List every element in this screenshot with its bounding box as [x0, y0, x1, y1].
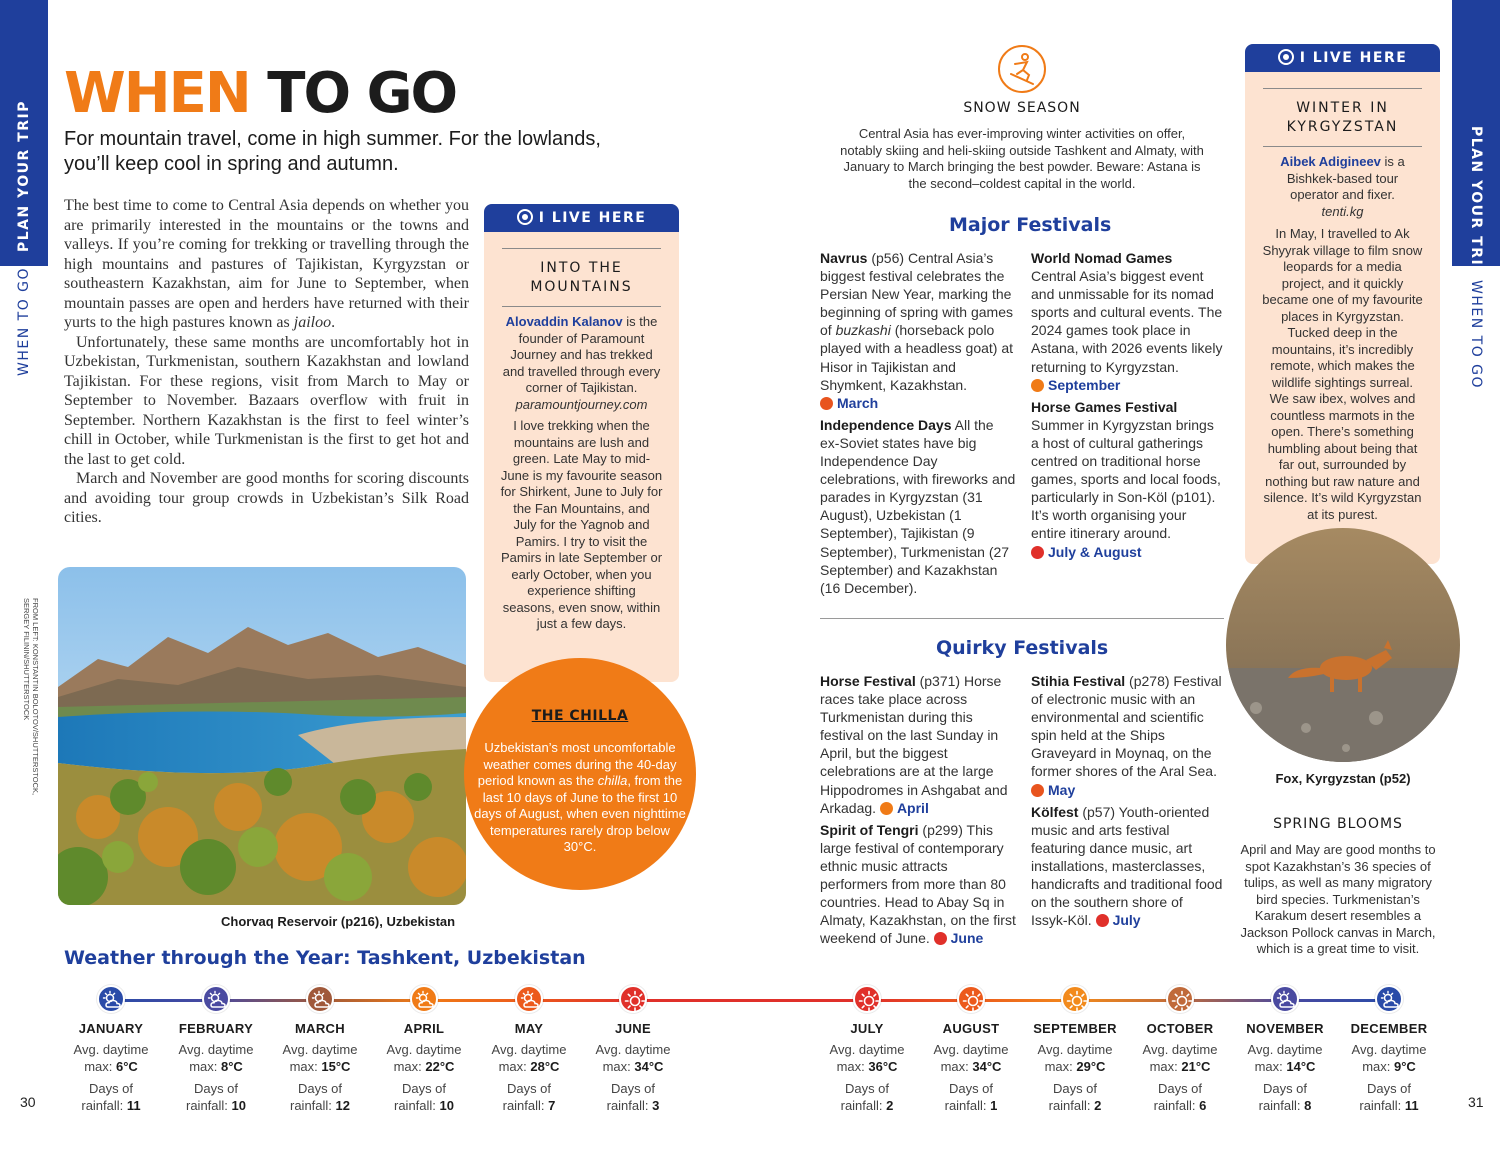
chilla-callout — [464, 658, 696, 890]
weather-month-march — [270, 985, 370, 1114]
cloud-sun-icon — [202, 985, 230, 1013]
card-divider — [1263, 88, 1422, 89]
festival-entry: Independence Days All the ex-Soviet states have big Independence Day celebrations, with fireworks and parades in Kyrgyzstan (31 August), Uzbekistan (1 September), Tajikistan (9 September), Turkmenistan (27 September) and Kazakhstan (16 December). — [820, 416, 1016, 596]
festival-entry: Horse Games Festival Summer in Kyrgyzstan brings a host of cultural gatherings centred on traditional horse games, sports and local foods, particularly in Son-Köl (p101). It’s worth organising your entire itinerary around. July & August — [1031, 398, 1221, 560]
cloud-sun-icon — [1271, 985, 1299, 1013]
landscape-image — [58, 567, 466, 905]
fox-image — [1226, 528, 1460, 762]
rainfall-days: Days of rainfall: 1 — [944, 1081, 998, 1113]
rainfall-days: Days of rainfall: 8 — [1258, 1081, 1312, 1113]
left-side-tab — [0, 0, 48, 1154]
rainfall-days: Days of rainfall: 11 — [1359, 1081, 1419, 1113]
weather-month-february — [166, 985, 266, 1114]
when-to-go-section-label: WHEN TO GO — [16, 266, 32, 376]
quirky-festivals-col-2 — [1031, 672, 1223, 933]
avg-temp: Avg. daytime max: 22°C — [386, 1042, 462, 1074]
plan-your-trip-tab[interactable] — [0, 0, 48, 266]
festival-entry: Kölfest (p57) Youth-oriented music and arts festival featuring dance music, art installations, masterclasses, handicrafts and traditional food on the southern shore of Issyk-Köl. July — [1031, 803, 1223, 929]
cloud-sun-icon — [1031, 784, 1044, 797]
weather-month-january — [61, 985, 161, 1114]
intro-paragraph-2: Unfortunately, these same months are uncomfortably hot in Uzbekistan, Turkmenistan, southern Kazakhstan and lowland Tajikistan. For these regions, visit from March to May or September to November. Bazaars overflow with fruit in September. Northern Kazakhstan is the first to feel winter’s chill in October, while Turkmenistan is the first to get hot and the last to get cold. — [64, 333, 469, 468]
card-divider — [502, 306, 661, 307]
weather-month-november — [1235, 985, 1335, 1114]
card-header: I LIVE HERE — [484, 204, 679, 232]
quirky-festivals-heading: Quirky Festivals — [936, 637, 1109, 659]
card-title: INTO THE MOUNTAINS — [530, 260, 633, 295]
sun-icon — [1096, 914, 1109, 927]
sun-icon — [1061, 985, 1089, 1013]
weather-month-may — [479, 985, 579, 1114]
page-number-left: 30 — [20, 1094, 36, 1110]
major-festivals-heading: Major Festivals — [949, 214, 1112, 236]
contributor-name: Alovaddin Kalanov — [505, 314, 623, 329]
sun-icon — [1031, 379, 1044, 392]
weather-month-december — [1339, 985, 1439, 1114]
major-festivals-col-1 — [820, 249, 1016, 601]
rainfall-days: Days of rainfall: 3 — [606, 1081, 660, 1113]
festival-name: Horse Festival — [820, 673, 916, 689]
plan-your-trip-label-right: PLAN YOUR TRIP — [1468, 126, 1484, 278]
avg-temp: Avg. daytime max: 21°C — [1142, 1042, 1218, 1074]
photo-caption: Chorvaq Reservoir (p216), Uzbekistan — [221, 914, 456, 929]
avg-temp: Avg. daytime max: 9°C — [1351, 1042, 1427, 1074]
festival-name: World Nomad Games — [1031, 250, 1173, 266]
major-festivals-col-2 — [1031, 249, 1223, 565]
festival-entry: Spirit of Tengri (p299) This large festival of contemporary ethnic music attracts performers from more than 80 countries. Head to Abay Sq in Almaty, Kazakhstan, on the first weekend of June. June — [820, 821, 1016, 947]
festival-month: April — [880, 800, 929, 816]
section-divider — [820, 618, 1224, 619]
rainfall-days: Days of rainfall: 12 — [290, 1081, 350, 1113]
weather-month-june — [583, 985, 683, 1114]
sun-icon — [957, 985, 985, 1013]
title-accent: WHEN — [64, 61, 250, 126]
festival-month: May — [1031, 782, 1075, 798]
festival-entry: Stihia Festival (p278) Festival of electronic music with an environmental and scientific spin held at the Ships Graveyard in Moynaq, on the former shores of the Aral Sea. May — [1031, 673, 1222, 798]
cloud-sun-icon — [97, 985, 125, 1013]
month-name: JULY — [850, 1021, 884, 1036]
festival-month: June — [934, 930, 984, 946]
festival-name: Navrus — [820, 250, 868, 266]
spring-blooms-title: SPRING BLOOMS — [1273, 816, 1403, 832]
snow-season-title: SNOW SEASON — [963, 100, 1081, 116]
cloud-sun-icon — [880, 802, 893, 815]
weather-month-october — [1130, 985, 1230, 1114]
card-bio: Aibek Adigineev is a Bishkek-based tour operator and fixer. tenti.kg — [1280, 154, 1405, 219]
spring-blooms-text: April and May are good months to spot Kazakhstan’s 36 species of tulips, as well as many migratory bird species. Turkmenistan’s Karakum desert resembles a Jackson Pollock canvas in March, which is a great time to visit. — [1240, 842, 1436, 956]
avg-temp: Avg. daytime max: 15°C — [282, 1042, 358, 1074]
snow-season-text: Central Asia has ever-improving winter activities on offer, notably skiing and heli-skiing outside Tashkent and Almaty, with January to March bringing the best powder. Beware: Astana is the second–coldest capital in the world. — [840, 126, 1204, 191]
card-quote: In May, I travelled to Ak Shyyrak village to film snow leopards for a media project, and it quickly became one of my favourite places in Kyrgyzstan. Tucked deep in the mountains, it’s incredibly remote, which makes the wildlife sightings surreal. We saw ibex, wolves and countless marmots in the open. There’s something humbling about being that far out, surrounded by nothing but raw nature and silence. It’s wild Kyrgyzstan at its purest. — [1262, 226, 1423, 522]
avg-temp: Avg. daytime max: 34°C — [933, 1042, 1009, 1074]
intro-paragraph-3: March and November are good months for scoring discounts and avoiding tour group crowds in Uzbekistan’s Silk Road cities. — [64, 470, 469, 526]
card-title: WINTER IN KYRGYZSTAN — [1286, 100, 1399, 135]
festival-name: Spirit of Tengri — [820, 821, 919, 838]
festival-entry: World Nomad Games Central Asia’s biggest event and unmissable for its nomad sports and cultural events. The 2024 games took place in Astana, with 2026 events likely returning to Kyrgyzstan. September — [1031, 250, 1223, 393]
rainfall-days: Days of rainfall: 6 — [1153, 1081, 1207, 1113]
festival-entry: Horse Festival (p371) Horse races take place across Turkmenistan during this festival on the last Sunday in April, but the biggest celebrations are at the large Hippodromes in Ashgabat and Arkadag. April — [820, 673, 1008, 816]
fox-photo — [1226, 528, 1460, 762]
cloud-sun-icon — [410, 985, 438, 1013]
plan-your-trip-label: PLAN YOUR TRIP — [16, 100, 32, 252]
weather-month-august — [921, 985, 1021, 1114]
festival-entry: Navrus (p56) Central Asia’s biggest festival celebrates the Persian New Year, marking the beginning of spring with games of buzkashi (horseback polo played with a headless goat) at Hisor in Tajikistan and Shymkent, Kazakhstan. March — [820, 250, 1014, 411]
sun-icon — [1031, 546, 1044, 559]
month-name: JUNE — [615, 1021, 651, 1036]
cloud-sun-icon — [515, 985, 543, 1013]
weather-month-april — [374, 985, 474, 1114]
page-title — [64, 62, 456, 126]
cloud-sun-icon — [306, 985, 334, 1013]
weather-month-july — [817, 985, 917, 1114]
card-divider — [1263, 146, 1422, 147]
chorvaq-reservoir-photo — [58, 567, 466, 905]
i-live-here-card-winter — [1245, 44, 1440, 564]
sun-icon — [934, 932, 947, 945]
festival-month: September — [1031, 377, 1120, 393]
avg-temp: Avg. daytime max: 28°C — [491, 1042, 567, 1074]
festival-name: Independence Days — [820, 416, 952, 433]
sun-icon — [619, 985, 647, 1013]
plan-your-trip-tab-right[interactable] — [1452, 0, 1500, 278]
location-badge-icon — [517, 209, 533, 225]
avg-temp: Avg. daytime max: 8°C — [178, 1042, 254, 1074]
festival-name: Kölfest — [1031, 803, 1079, 820]
avg-temp: Avg. daytime max: 6°C — [73, 1042, 149, 1074]
month-name: DECEMBER — [1350, 1021, 1428, 1036]
contributor-name: Aibek Adigineev — [1280, 154, 1381, 169]
i-live-here-card-mountains — [484, 204, 679, 682]
festival-name: Horse Games Festival — [1031, 398, 1178, 415]
month-name: MAY — [514, 1021, 544, 1036]
month-name: MARCH — [295, 1021, 345, 1036]
month-name: OCTOBER — [1146, 1021, 1214, 1036]
avg-temp: Avg. daytime max: 14°C — [1247, 1042, 1323, 1074]
month-name: FEBRUARY — [178, 1021, 254, 1036]
intro-paragraph-1: The best time to come to Central Asia depends on whether you are primarily interested in the mountains or the towns and valleys. If you’re coming for trekking or travelling through the high mountains and pastures of Tajikistan, Kyrgyzstan or southeastern Kazakhstan, aim for June to September, when mountain passes are open and herders have returned with their yurts to the high pastures known as jailoo. — [64, 197, 469, 331]
cloud-sun-icon — [820, 397, 833, 410]
sun-icon — [1166, 985, 1194, 1013]
card-bio: Alovaddin Kalanov is the founder of Paramount Journey and has trekked and travelled through every corner of Tajikistan. paramountjourney.com — [502, 314, 661, 412]
page-number-right: 31 — [1468, 1094, 1484, 1110]
contributor-site[interactable]: paramountjourney.com — [515, 396, 648, 412]
chilla-text: Uzbekistan’s most uncomfortable weather comes during the 40-day period known as the chilla, from the last 10 days of June to the first 10 days of August, when even nighttime temperatures rarely drop below 30°C. — [474, 740, 686, 854]
intro-body — [64, 196, 469, 528]
festival-month: March — [820, 395, 878, 411]
chilla-title: THE CHILLA — [531, 708, 629, 724]
location-badge-icon — [1278, 49, 1294, 65]
cloud-sun-icon — [1375, 985, 1403, 1013]
fox-caption: Fox, Kyrgyzstan (p52) — [1275, 771, 1411, 786]
rainfall-days: Days of rainfall: 7 — [502, 1081, 556, 1113]
card-quote: I love trekking when the mountains are lush and green. Late May to mid-June is my favourite season for Shirkent, June to July for the Fan Mountains, and July for the Yagnob and Pamirs. I try to visit the Pamirs in late September or early October, when you experience shifting seasons, even snow, within just a few days. — [500, 418, 663, 631]
rainfall-days: Days of rainfall: 2 — [1048, 1081, 1102, 1113]
month-name: NOVEMBER — [1246, 1021, 1324, 1036]
weather-month-september — [1025, 985, 1125, 1114]
festival-month: July — [1096, 912, 1141, 928]
avg-temp: Avg. daytime max: 36°C — [829, 1042, 905, 1074]
festival-month: July & August — [1031, 544, 1142, 560]
month-name: SEPTEMBER — [1033, 1021, 1117, 1036]
month-name: APRIL — [403, 1021, 445, 1036]
right-side-tab — [1452, 0, 1500, 1154]
page-subtitle: For mountain travel, come in high summer. For the lowlands, you’ll keep cool in spring and autumn. — [64, 128, 601, 175]
when-to-go-section-label-right: WHEN TO GO — [1468, 280, 1484, 390]
month-name: JANUARY — [78, 1021, 144, 1036]
card-divider — [502, 248, 661, 249]
rainfall-days: Days of rainfall: 2 — [840, 1081, 894, 1113]
contributor-site[interactable]: tenti.kg — [1321, 203, 1364, 219]
rainfall-days: Days of rainfall: 11 — [81, 1081, 141, 1113]
weather-heading: Weather through the Year: Tashkent, Uzbekistan — [64, 947, 586, 969]
rainfall-days: Days of rainfall: 10 — [394, 1081, 454, 1113]
title-rest: TO GO — [267, 61, 457, 126]
skier-icon — [997, 44, 1047, 94]
month-name: AUGUST — [942, 1021, 1000, 1036]
sun-icon — [853, 985, 881, 1013]
quirky-festivals-col-1 — [820, 672, 1016, 951]
avg-temp: Avg. daytime max: 34°C — [595, 1042, 671, 1074]
rainfall-days: Days of rainfall: 10 — [186, 1081, 246, 1113]
card-header: I LIVE HERE — [1245, 44, 1440, 72]
avg-temp: Avg. daytime max: 29°C — [1037, 1042, 1113, 1074]
festival-name: Stihia Festival — [1031, 673, 1126, 689]
